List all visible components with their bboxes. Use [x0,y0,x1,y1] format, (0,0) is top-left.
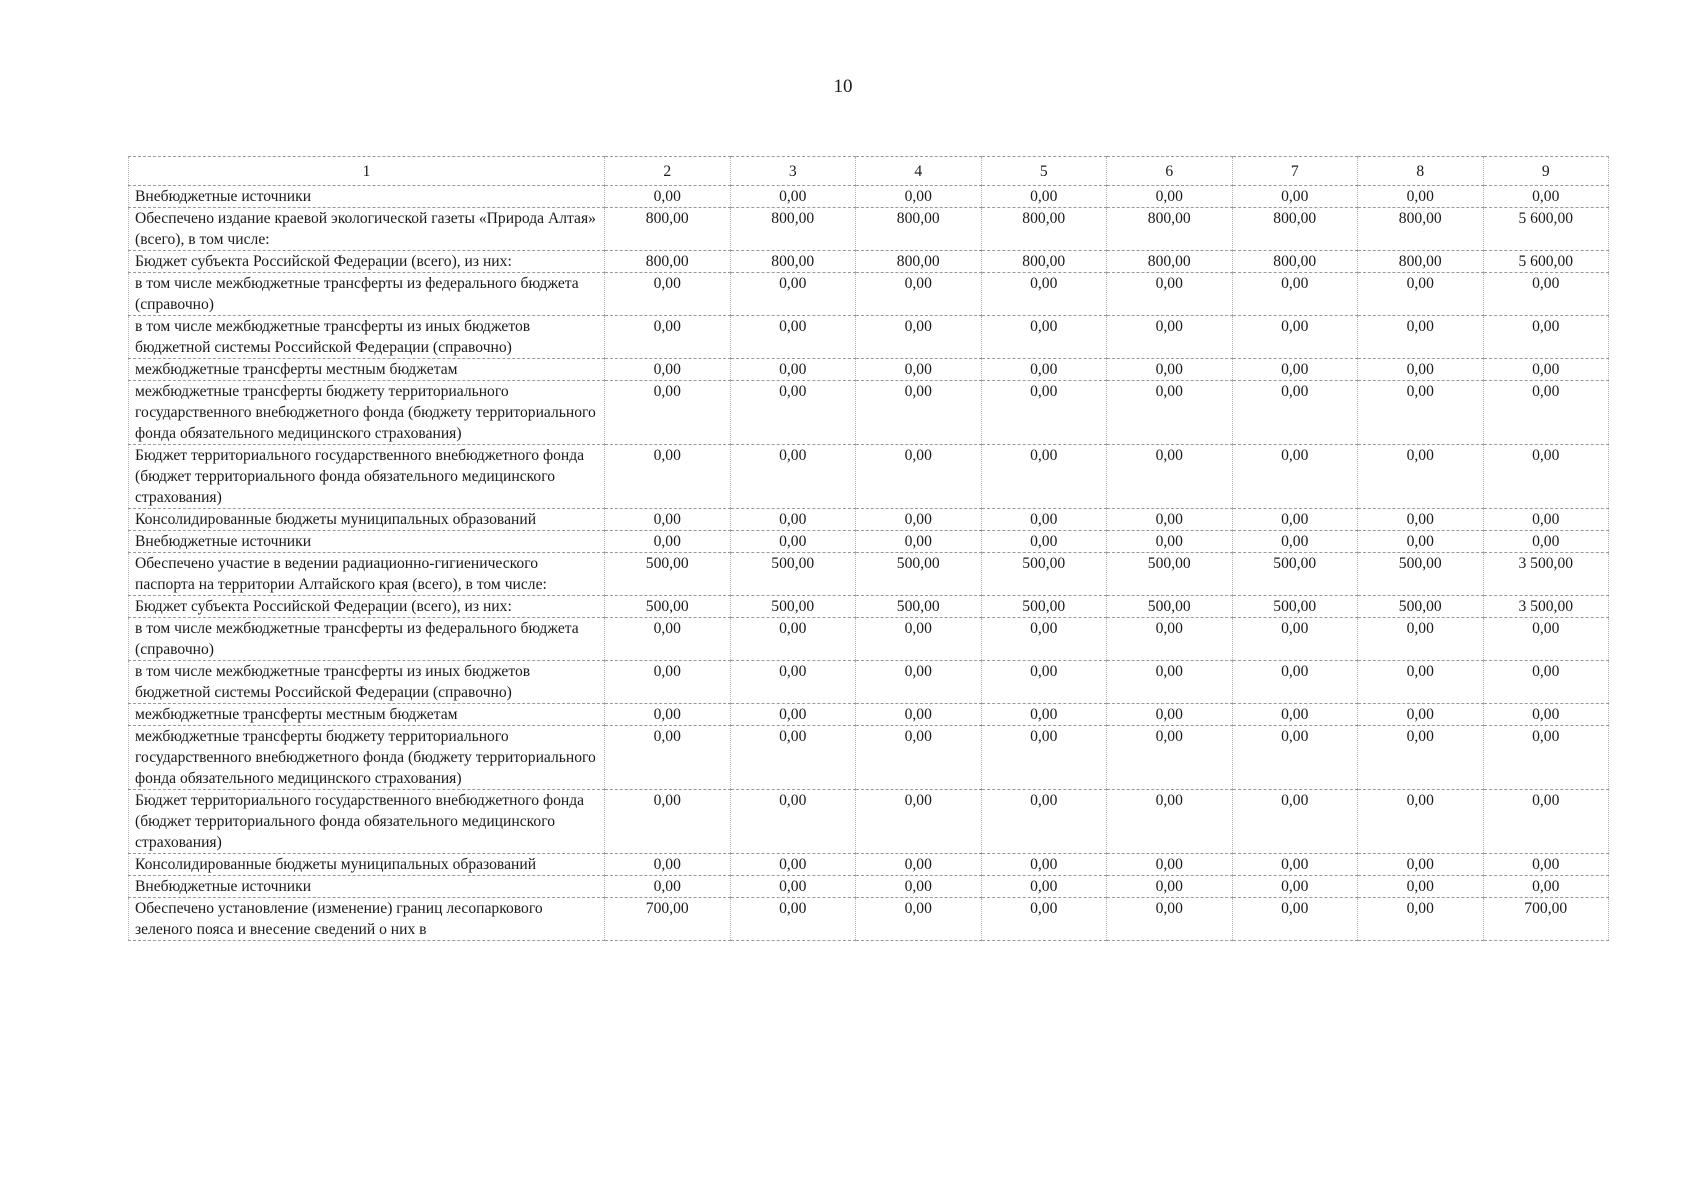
row-value-col-8: 0,00 [1358,726,1484,790]
row-value-col-7: 0,00 [1232,186,1358,208]
row-value-col-8: 0,00 [1358,531,1484,553]
table-row [129,316,1609,359]
row-value-col-9: 0,00 [1483,876,1609,898]
row-value-col-3: 0,00 [730,531,856,553]
row-label: Внебюджетные источники [129,531,605,553]
header-row [129,157,1609,186]
row-value-col-5: 500,00 [981,596,1107,618]
row-value-col-7: 0,00 [1232,316,1358,359]
table-row [129,596,1609,618]
row-value-col-6: 0,00 [1107,854,1233,876]
table-row [129,251,1609,273]
row-value-col-8: 0,00 [1358,381,1484,445]
column-header: 6 [1107,157,1233,186]
row-value-col-5: 0,00 [981,359,1107,381]
row-value-col-3: 0,00 [730,726,856,790]
row-value-col-4: 0,00 [856,876,982,898]
row-value-col-9: 5 600,00 [1483,251,1609,273]
row-value-col-9: 0,00 [1483,186,1609,208]
row-value-col-2: 800,00 [605,208,731,251]
row-label: Внебюджетные источники [129,186,605,208]
row-value-col-9: 0,00 [1483,531,1609,553]
row-value-col-5: 0,00 [981,509,1107,531]
table-row [129,854,1609,876]
table-row [129,876,1609,898]
row-label: межбюджетные трансферты бюджету территориального государственного внебюджетного фонда (бюджету территориального фонда обязательного медицинского страхования) [129,726,605,790]
row-value-col-4: 0,00 [856,790,982,854]
row-label: Бюджет субъекта Российской Федерации (всего), из них: [129,596,605,618]
row-value-col-9: 0,00 [1483,704,1609,726]
row-value-col-4: 0,00 [856,531,982,553]
row-value-col-9: 5 600,00 [1483,208,1609,251]
row-value-col-3: 500,00 [730,596,856,618]
row-value-col-4: 0,00 [856,273,982,316]
row-value-col-6: 0,00 [1107,898,1233,941]
row-label: Обеспечено издание краевой экологической газеты «Природа Алтая» (всего), в том числе: [129,208,605,251]
column-header: 4 [856,157,982,186]
row-value-col-7: 0,00 [1232,661,1358,704]
row-value-col-8: 800,00 [1358,208,1484,251]
row-label: межбюджетные трансферты местным бюджетам [129,704,605,726]
row-value-col-8: 0,00 [1358,509,1484,531]
row-value-col-3: 0,00 [730,854,856,876]
row-value-col-8: 800,00 [1358,251,1484,273]
row-value-col-4: 500,00 [856,596,982,618]
row-value-col-4: 500,00 [856,553,982,596]
row-label: Консолидированные бюджеты муниципальных образований [129,509,605,531]
row-value-col-6: 0,00 [1107,726,1233,790]
row-value-col-3: 800,00 [730,208,856,251]
row-value-col-7: 0,00 [1232,509,1358,531]
row-value-col-8: 0,00 [1358,898,1484,941]
row-value-col-4: 0,00 [856,445,982,509]
row-value-col-3: 0,00 [730,186,856,208]
row-value-col-4: 0,00 [856,661,982,704]
row-value-col-2: 0,00 [605,509,731,531]
row-value-col-3: 0,00 [730,898,856,941]
row-label: в том числе межбюджетные трансферты из федерального бюджета (справочно) [129,618,605,661]
row-value-col-5: 500,00 [981,553,1107,596]
row-value-col-2: 0,00 [605,445,731,509]
row-label: в том числе межбюджетные трансферты из федерального бюджета (справочно) [129,273,605,316]
table-row [129,531,1609,553]
row-value-col-9: 0,00 [1483,790,1609,854]
row-value-col-6: 0,00 [1107,186,1233,208]
row-label: Обеспечено участие в ведении радиационно-гигиенического паспорта на территории Алтайского края (всего), в том числе: [129,553,605,596]
row-value-col-9: 0,00 [1483,445,1609,509]
row-value-col-4: 0,00 [856,704,982,726]
row-value-col-2: 0,00 [605,381,731,445]
row-value-col-5: 0,00 [981,854,1107,876]
row-value-col-8: 0,00 [1358,854,1484,876]
row-value-col-2: 0,00 [605,618,731,661]
row-value-col-8: 500,00 [1358,553,1484,596]
row-value-col-9: 0,00 [1483,726,1609,790]
row-value-col-8: 500,00 [1358,596,1484,618]
row-value-col-6: 500,00 [1107,596,1233,618]
table-body [129,186,1609,941]
row-value-col-7: 0,00 [1232,531,1358,553]
row-value-col-8: 0,00 [1358,273,1484,316]
row-value-col-9: 0,00 [1483,273,1609,316]
row-value-col-3: 500,00 [730,553,856,596]
row-value-col-9: 0,00 [1483,316,1609,359]
row-value-col-5: 0,00 [981,186,1107,208]
row-value-col-7: 0,00 [1232,854,1358,876]
row-value-col-3: 0,00 [730,273,856,316]
row-value-col-7: 500,00 [1232,553,1358,596]
row-value-col-4: 0,00 [856,381,982,445]
table-row [129,898,1609,941]
row-label: Бюджет территориального государственного внебюджетного фонда (бюджет территориального фонда обязательного медицинского страхования) [129,790,605,854]
row-value-col-7: 800,00 [1232,251,1358,273]
row-value-col-3: 0,00 [730,316,856,359]
table-row [129,273,1609,316]
row-value-col-7: 0,00 [1232,790,1358,854]
row-value-col-4: 800,00 [856,208,982,251]
column-header: 8 [1358,157,1484,186]
row-label: Бюджет субъекта Российской Федерации (всего), из них: [129,251,605,273]
row-value-col-2: 0,00 [605,661,731,704]
row-value-col-6: 0,00 [1107,618,1233,661]
row-value-col-2: 0,00 [605,790,731,854]
column-header: 2 [605,157,731,186]
budget-table [128,156,1609,941]
row-value-col-2: 0,00 [605,316,731,359]
table-row [129,509,1609,531]
row-value-col-3: 0,00 [730,790,856,854]
row-value-col-3: 0,00 [730,618,856,661]
row-value-col-6: 0,00 [1107,531,1233,553]
table-row [129,704,1609,726]
row-label: Консолидированные бюджеты муниципальных образований [129,854,605,876]
row-value-col-9: 0,00 [1483,359,1609,381]
row-value-col-7: 0,00 [1232,618,1358,661]
row-value-col-7: 0,00 [1232,445,1358,509]
row-value-col-9: 3 500,00 [1483,553,1609,596]
column-header: 7 [1232,157,1358,186]
row-label: Внебюджетные источники [129,876,605,898]
row-value-col-4: 0,00 [856,316,982,359]
row-value-col-5: 0,00 [981,898,1107,941]
row-label: в том числе межбюджетные трансферты из иных бюджетов бюджетной системы Российской Федерации (справочно) [129,661,605,704]
row-value-col-5: 800,00 [981,208,1107,251]
row-value-col-2: 0,00 [605,726,731,790]
column-header: 3 [730,157,856,186]
row-label: Бюджет территориального государственного внебюджетного фонда (бюджет территориального фонда обязательного медицинского страхования) [129,445,605,509]
row-value-col-4: 0,00 [856,509,982,531]
table-row [129,208,1609,251]
row-value-col-4: 0,00 [856,359,982,381]
row-value-col-8: 0,00 [1358,661,1484,704]
row-value-col-5: 0,00 [981,726,1107,790]
row-value-col-2: 700,00 [605,898,731,941]
row-value-col-6: 0,00 [1107,876,1233,898]
row-value-col-8: 0,00 [1358,876,1484,898]
row-value-col-8: 0,00 [1358,618,1484,661]
column-header: 5 [981,157,1107,186]
row-value-col-3: 0,00 [730,445,856,509]
row-label: в том числе межбюджетные трансферты из иных бюджетов бюджетной системы Российской Федерации (справочно) [129,316,605,359]
table-row [129,186,1609,208]
row-value-col-3: 0,00 [730,509,856,531]
row-value-col-5: 0,00 [981,316,1107,359]
table-row [129,618,1609,661]
row-value-col-5: 0,00 [981,273,1107,316]
row-value-col-4: 0,00 [856,726,982,790]
row-value-col-7: 0,00 [1232,898,1358,941]
row-value-col-6: 0,00 [1107,790,1233,854]
row-value-col-5: 0,00 [981,381,1107,445]
row-value-col-5: 800,00 [981,251,1107,273]
row-value-col-7: 0,00 [1232,273,1358,316]
row-value-col-2: 0,00 [605,186,731,208]
table-row [129,790,1609,854]
column-header: 9 [1483,157,1609,186]
row-value-col-6: 800,00 [1107,208,1233,251]
row-value-col-9: 0,00 [1483,381,1609,445]
row-value-col-5: 0,00 [981,876,1107,898]
row-value-col-2: 0,00 [605,876,731,898]
row-value-col-4: 0,00 [856,854,982,876]
row-value-col-9: 0,00 [1483,618,1609,661]
page-number: 10 [833,76,853,97]
row-value-col-9: 3 500,00 [1483,596,1609,618]
row-value-col-6: 0,00 [1107,359,1233,381]
row-value-col-3: 0,00 [730,661,856,704]
row-value-col-9: 0,00 [1483,509,1609,531]
row-value-col-8: 0,00 [1358,790,1484,854]
row-value-col-6: 500,00 [1107,553,1233,596]
row-value-col-7: 500,00 [1232,596,1358,618]
row-value-col-2: 0,00 [605,273,731,316]
row-value-col-6: 0,00 [1107,661,1233,704]
row-value-col-8: 0,00 [1358,316,1484,359]
row-value-col-7: 0,00 [1232,381,1358,445]
table-row [129,359,1609,381]
row-value-col-4: 0,00 [856,186,982,208]
row-value-col-7: 0,00 [1232,726,1358,790]
row-value-col-6: 800,00 [1107,251,1233,273]
row-value-col-6: 0,00 [1107,381,1233,445]
row-value-col-3: 0,00 [730,381,856,445]
row-value-col-5: 0,00 [981,704,1107,726]
row-value-col-6: 0,00 [1107,509,1233,531]
table-row [129,553,1609,596]
row-value-col-2: 800,00 [605,251,731,273]
row-value-col-2: 0,00 [605,704,731,726]
row-value-col-5: 0,00 [981,790,1107,854]
row-value-col-7: 0,00 [1232,359,1358,381]
row-label: Обеспечено установление (изменение) границ лесопаркового зеленого пояса и внесение сведений о них в [129,898,605,941]
row-value-col-8: 0,00 [1358,359,1484,381]
row-value-col-5: 0,00 [981,618,1107,661]
row-value-col-6: 0,00 [1107,273,1233,316]
row-value-col-3: 0,00 [730,704,856,726]
row-value-col-6: 0,00 [1107,704,1233,726]
row-value-col-6: 0,00 [1107,316,1233,359]
row-value-col-2: 0,00 [605,531,731,553]
row-value-col-4: 0,00 [856,898,982,941]
row-label: межбюджетные трансферты местным бюджетам [129,359,605,381]
row-value-col-5: 0,00 [981,445,1107,509]
row-value-col-9: 0,00 [1483,661,1609,704]
row-value-col-4: 800,00 [856,251,982,273]
table-row [129,445,1609,509]
row-label: межбюджетные трансферты бюджету территориального государственного внебюджетного фонда (бюджету территориального фонда обязательного медицинского страхования) [129,381,605,445]
row-value-col-9: 0,00 [1483,854,1609,876]
row-value-col-2: 500,00 [605,553,731,596]
row-value-col-8: 0,00 [1358,445,1484,509]
row-value-col-5: 0,00 [981,531,1107,553]
row-value-col-4: 0,00 [856,618,982,661]
row-value-col-8: 0,00 [1358,704,1484,726]
row-value-col-6: 0,00 [1107,445,1233,509]
table-row [129,381,1609,445]
row-value-col-2: 0,00 [605,854,731,876]
row-value-col-3: 0,00 [730,876,856,898]
table-row [129,661,1609,704]
row-value-col-3: 0,00 [730,359,856,381]
row-value-col-7: 0,00 [1232,876,1358,898]
row-value-col-7: 0,00 [1232,704,1358,726]
row-value-col-7: 800,00 [1232,208,1358,251]
row-value-col-3: 800,00 [730,251,856,273]
row-value-col-2: 0,00 [605,359,731,381]
row-value-col-9: 700,00 [1483,898,1609,941]
row-value-col-2: 500,00 [605,596,731,618]
column-header: 1 [129,157,605,186]
row-value-col-8: 0,00 [1358,186,1484,208]
row-value-col-5: 0,00 [981,661,1107,704]
table-row [129,726,1609,790]
